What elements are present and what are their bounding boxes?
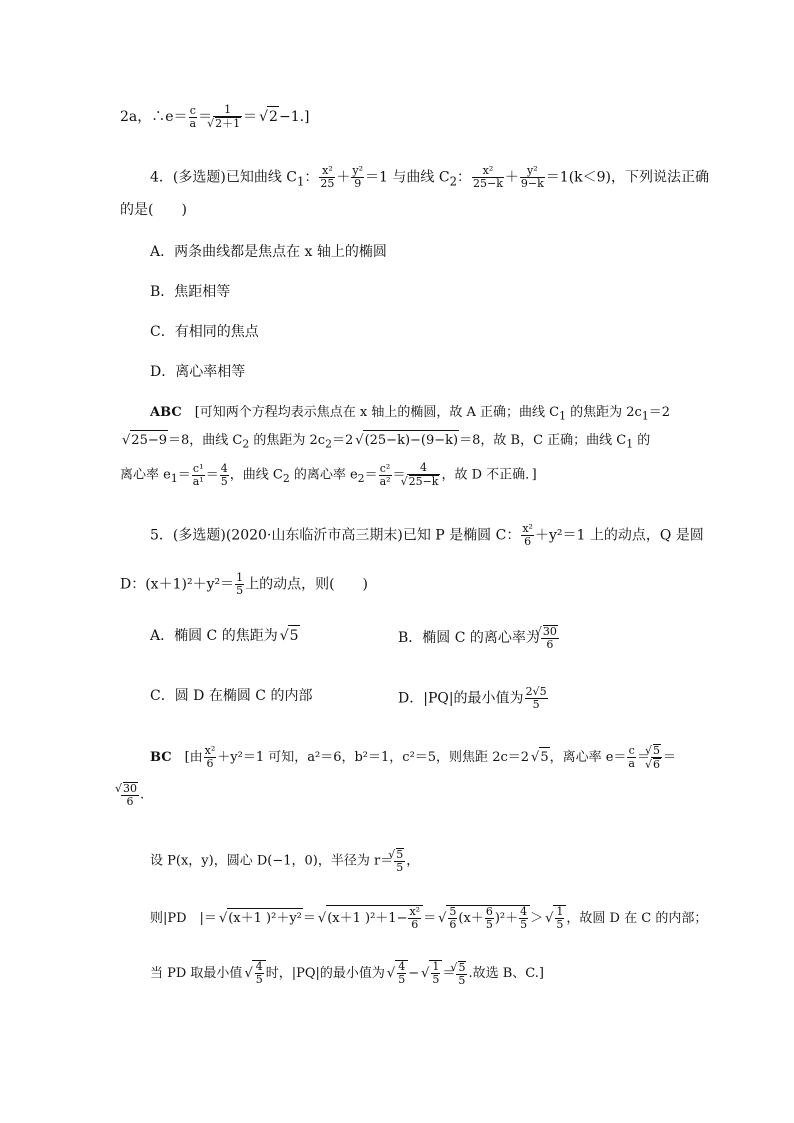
q5-option-d: D．|PQ|的最小值为 $\frac{2√5}{5}$ [398,685,547,711]
frac-one-over-root: 1 √ 2＋1 [213,104,242,130]
q5-answer-line2: 设 P(x，y)，圆心 D(−1，0)，半径为 r＝ √ $\frac{5}{5}$ ， [150,848,419,874]
frac-c-over-a: $\frac{c}{a}$ [189,103,197,130]
q5-option-b: B．椭圆 C 的离心率为 √ $\frac{30}{6}$ [398,625,560,651]
q4-option-c: C．有相同的焦点 [150,324,259,340]
q4-stem-line1: 4．(多选题)已知曲线 $C_1$： $\frac{\text{x²}}{25}$ ＋ $\frac{\text{y²}}{9}$ ＝1 与曲线 $C_2$： $\frac{\text{x²}}{25-k}$ ＋ $\frac{\text{y²}}{9-k}$ ＝1(k＜9)，下列说法正确 [150,164,710,190]
q4-answer-line2: √ 25−9＝8，曲线 $C_2$ 的焦距为 $2c_2=2√$ (25−k)−(9−k)＝8，故 B，C 正确；曲线 $C_1$ 的 [120,430,650,455]
q4-option-d: D．离心率相等 [150,364,246,380]
q5-answer-key: BC [150,750,172,765]
q4-stem-line2: 的是( ) [120,202,187,218]
q4-answer-key: ABC [150,405,182,420]
q4-answer-line3: 离心率 $e_1=$ $\frac{\text{c¹}}{\text{a¹}}$ ＝ $\frac{4}{5}$ ，曲线 $C_2$ 的离心率 $e_2=$ $\frac{\text{c²}}{\text{a²}}$ ＝ 4 √ 25−k ，故 D 不正确．] [120,462,537,489]
top-line: 2a，∴e＝ $\frac{c}{a}$ ＝ 1 √ 2＋1 ＝√ 2−1.] [120,104,310,130]
q5-answer-line4: 当 PD 取最小值 √ $\frac{4}{5}$ 时，|PQ|的最小值为 √ $\frac{4}{5}$ − √ $\frac{1}{5}$ ＝ √ $\frac{5}{5}$ .故选 B、C.] [150,960,544,987]
q4-option-a: A．两条曲线都是焦点在 x 轴上的椭圆 [150,244,387,260]
q5-stem-line2: D：(x＋1)²＋y²＝ $\frac{1}{5}$ 上的动点，则( ) [120,571,369,597]
q5-answer-line1: BC [由 $\frac{\text{x²}}{6}$ ＋y²＝1 可知，a²＝6，b²＝1，c²＝5，则焦距 2c＝2√ 5，离心率 e＝ $\frac{c}{a}$ ＝ √ 5 √ 6 ＝ [150,744,676,771]
q4-answer-line1: ABC [可知两个方程均表示焦点在 x 轴上的椭圆，故 A 正确；曲线 $C_1$ 的焦距为 $2c_1=2$ [150,405,670,423]
q5-stem-line1: 5．(多选题)(2020·山东临沂市高三期末)已知 P 是椭圆 C： $\frac{\text{x²}}{6}$ ＋y²＝1 上的动点，Q 是圆 [150,522,704,548]
q5-answer-line3: 则|PD |＝√ (x＋1 )²＋y²＝√ (x＋1 )²＋1− $\frac{\text{x²}}{6}$ ＝ √ $\frac{5}{6}$ (x＋ $\frac{6}{5}$ )²＋ $\frac{4}{5}$ ＞ √ $\frac{1}{5}$ ，故圆 D 在 C 的内部； [150,905,707,931]
q5-answer-line1-cont: √ $\frac{30}{6}$ . [120,782,144,808]
q5-option-c: C．圆 D 在椭圆 C 的内部 [150,688,313,704]
q5-option-a: A．椭圆 C 的焦距为√ 5 [150,625,300,646]
q4-option-b: B．焦距相等 [150,284,231,300]
